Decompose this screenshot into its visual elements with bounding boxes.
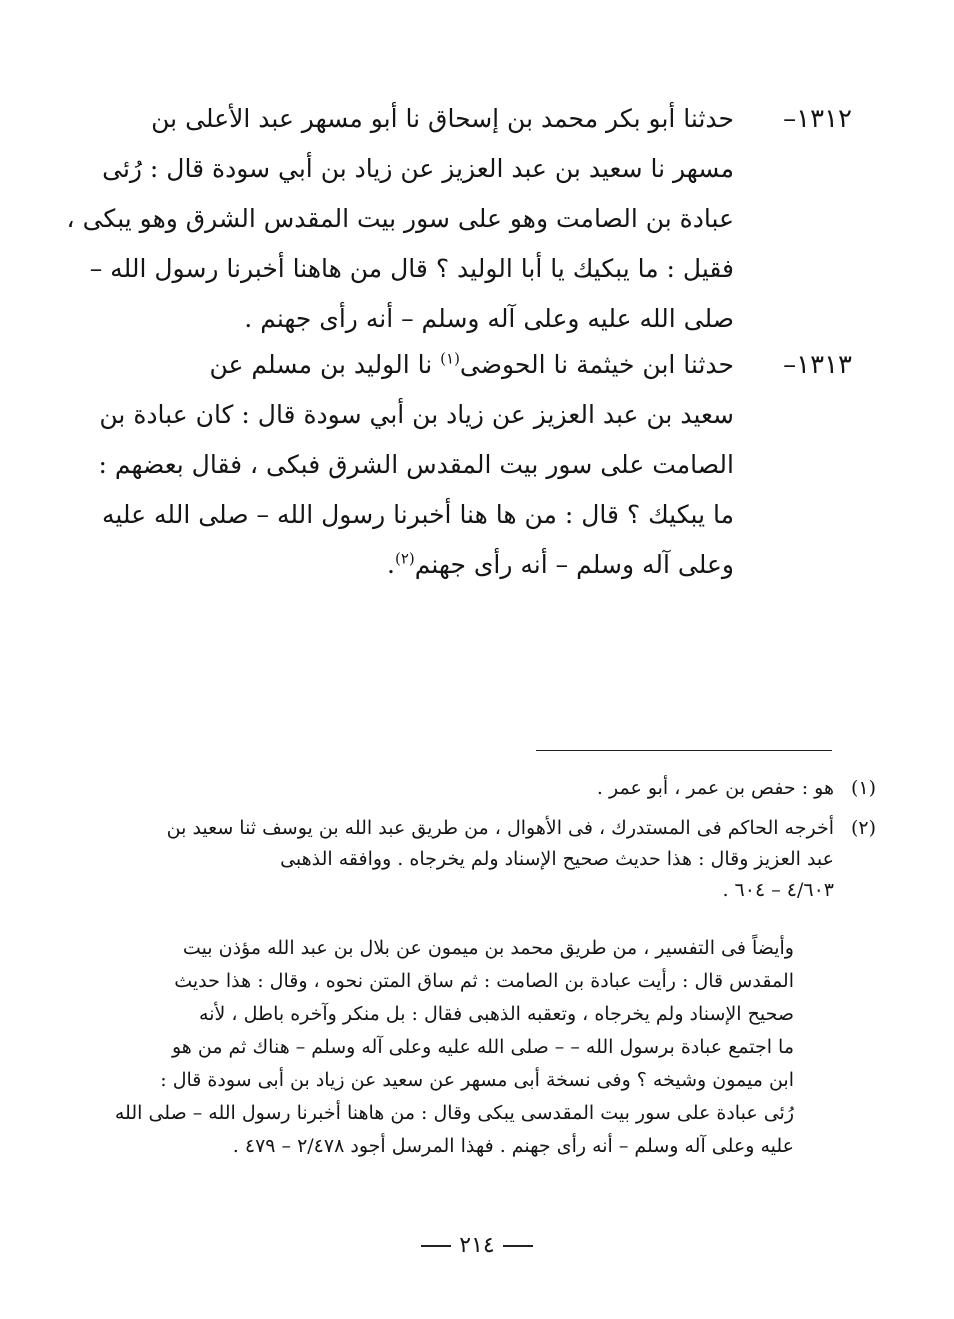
hadith-1312 — [66, 94, 852, 344]
footnote-line: عليه وعلى آله وسلم – أنه رأى جهنم . فهذا المرسل أجود ٢/٤٧٨ – ٤٧٩ . — [232, 1135, 794, 1157]
hadith-1313 — [98, 340, 852, 590]
footnote-line: رُئى عبادة على سور بيت المقدسى يبكى وقال : من هاهنا أخبرنا رسول الله – صلى الله — [114, 1102, 794, 1124]
hadith-line: صلى الله عليه وعلى آله وسلم – أنه رأى جهنم . — [244, 304, 734, 333]
hadith-text: حدثنا ابن خيثمة نا الحوضى — [459, 350, 734, 379]
footnote-1 — [174, 773, 876, 804]
hadith-line: عبادة بن الصامت وهو على سور بيت المقدس الشرق وهو يبكى ، — [66, 204, 734, 233]
footnote-line: وأيضاً فى التفسير ، من طريق محمد بن ميمون عن بلال بن عبد الله مؤذن بيت — [182, 937, 794, 959]
dash-left — [503, 1245, 533, 1247]
footnote-ref: (٢) — [394, 549, 415, 568]
dash-right — [421, 1245, 451, 1247]
hadith-number: ١٣١٢– — [783, 104, 852, 134]
hadith-text: وعلى آله وسلم – أنه رأى جهنم — [414, 550, 734, 579]
hadith-line: ما يبكيك ؟ قال : من ها هنا أخبرنا رسول الله – صلى الله عليه — [101, 500, 734, 529]
page-number-text: ٢١٤ — [459, 1233, 495, 1258]
hadith-line — [134, 540, 734, 590]
footnote-line: هو : حفص بن عمر ، أبو عمر . — [596, 777, 834, 799]
hadith-line: سعيد بن عبد العزيز عن زياد بن أبي سودة قال : كان عبادة بن — [99, 400, 734, 429]
footnote-marker: (١) — [850, 777, 876, 799]
footnote-2-continued — [114, 932, 794, 1163]
hadith-line: مسهر نا سعيد بن عبد العزيز عن زياد بن أبي سودة قال : رُئى — [102, 154, 734, 183]
hadith-line: فقيل : ما يبكيك يا أبا الوليد ؟ قال من هاهنا أخبرنا رسول الله – — [89, 254, 734, 283]
footnote-2 — [166, 813, 876, 906]
page-number — [0, 1233, 954, 1258]
footnote-ref: (١) — [440, 349, 460, 368]
footnote-line: صحيح الإسناد ولم يخرجاه ، وتعقبه الذهبى فقال : بل منكر وآخره باطل ، لأنه — [199, 1003, 794, 1025]
footnote-line: ما اجتمع عبادة برسول الله – – صلى الله عليه وعلى آله وسلم – هناك ثم من هو — [171, 1036, 794, 1058]
footnote-line: ابن ميمون وشيخه ؟ وفى نسخة أبى مسهر عن سعيد عن زياد بن أبى سودة قال : — [160, 1069, 794, 1091]
hadith-text: نا الوليد بن مسلم عن — [209, 350, 441, 379]
hadith-text: . — [387, 550, 395, 579]
hadith-line — [134, 340, 734, 390]
footnote-separator — [536, 750, 832, 751]
footnote-line: المقدس قال : رأيت عبادة بن الصامت : ثم ساق المتن نحوه ، وقال : هذا حديث — [174, 970, 794, 992]
footnote-line: عبد العزيز وقال : هذا حديث صحيح الإسناد ولم يخرجاه . ووافقه الذهبى — [280, 848, 834, 870]
footnote-line: أخرجه الحاكم فى المستدرك ، فى الأهوال ، من طريق عبد الله بن يوسف ثنا سعيد بن — [166, 817, 834, 839]
footnote-line: ٤/٦٠٣ – ٦٠٤ . — [722, 879, 834, 901]
footnote-marker: (٢) — [850, 817, 876, 839]
hadith-line: الصامت على سور بيت المقدس الشرق فبكى ، فقال بعضهم : — [98, 450, 734, 479]
hadith-line: حدثنا أبو بكر محمد بن إسحاق نا أبو مسهر عبد الأعلى بن — [151, 104, 734, 133]
hadith-number: ١٣١٣– — [783, 350, 852, 380]
